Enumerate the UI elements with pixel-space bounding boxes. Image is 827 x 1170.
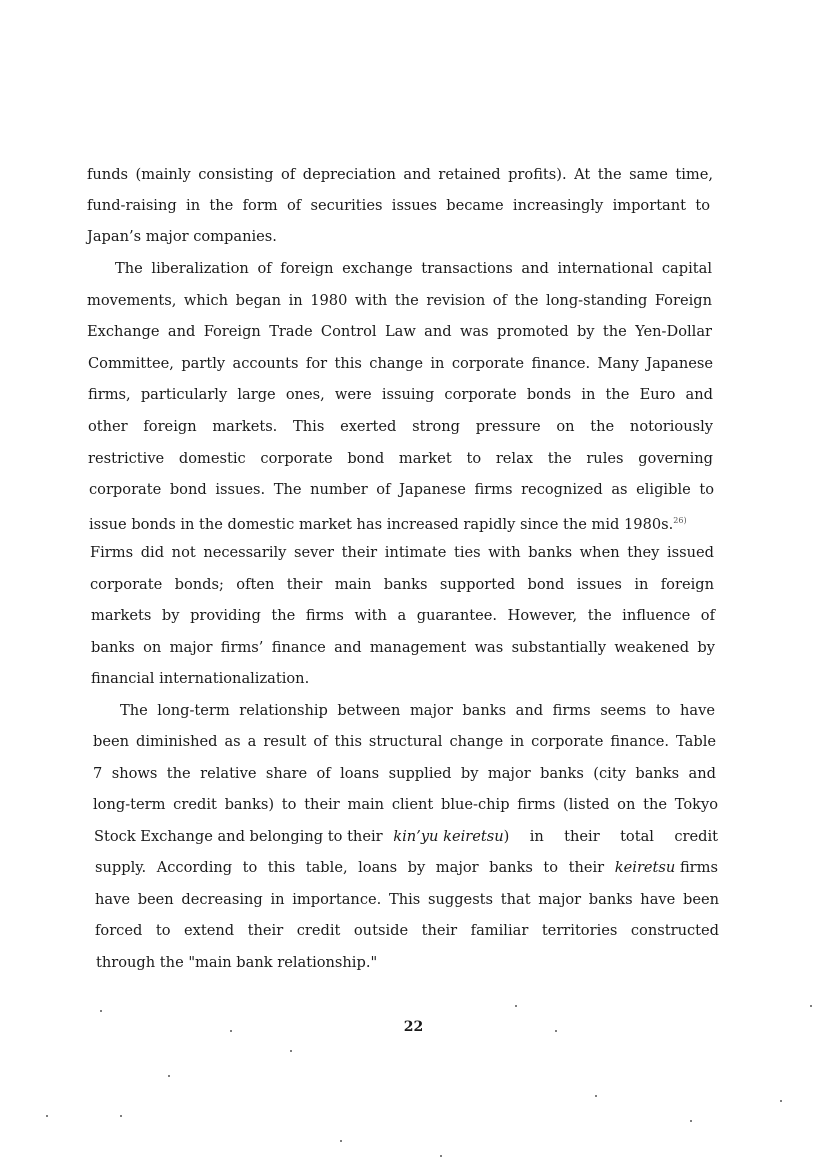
scan-speck (46, 1115, 48, 1117)
text-line: through the "main bank relationship." (96, 954, 378, 971)
text-line: corporate bond issues. The number of Japanese firms recognized as eligible to (89, 481, 714, 498)
scan-speck (690, 1120, 692, 1122)
text-line: been diminished as a result of this structural change in corporate finance. Table (93, 733, 716, 750)
italic-term: kin’yu keiretsu (393, 828, 504, 845)
text-line: Exchange and Foreign Trade Control Law and was promoted by the Yen-Dollar (87, 323, 712, 340)
scan-speck (230, 1030, 232, 1032)
text-line: long-term credit banks) to their main client blue-chip firms (listed on the Tokyo (93, 796, 718, 813)
text-line: financial internationalization. (91, 670, 310, 687)
scan-speck (780, 1100, 782, 1102)
text-line: forced to extend their credit outside their familiar territories constructed (95, 922, 719, 939)
text-line: firms, particularly large ones, were issuing corporate bonds in the Euro and (88, 386, 713, 403)
scan-speck (440, 1155, 442, 1157)
text-segment: issue bonds in the domestic market has increased rapidly since the mid 1980s. (89, 515, 674, 533)
text-line: The long-term relationship between major banks and firms seems to have (120, 702, 715, 719)
text-line: other foreign markets. This exerted strong pressure on the notoriously (88, 418, 713, 435)
text-line: movements, which began in 1980 with the revision of the long-standing Foreign (87, 292, 712, 309)
page-number: 22 (403, 1019, 424, 1035)
scan-speck (120, 1115, 122, 1117)
scan-speck (595, 1095, 597, 1097)
text-line (95, 859, 718, 877)
text-line: fund-raising in the form of securities issues became increasingly important to (87, 197, 710, 214)
scan-speck (290, 1050, 292, 1052)
text-line (94, 828, 718, 846)
footnote-reference: 26) (673, 516, 687, 525)
text-segment: supply. According to this table, loans by major banks to their (95, 859, 611, 876)
scan-speck (515, 1005, 517, 1007)
text-line: funds (mainly consisting of depreciation and retained profits). At the same time, (87, 166, 713, 183)
text-line: The liberalization of foreign exchange transactions and international capital (115, 260, 712, 277)
text-line: corporate bonds; often their main banks supported bond issues in foreign (90, 576, 714, 593)
text-line: restrictive domestic corporate bond market to relax the rules governing (88, 450, 713, 467)
text-segment: Stock Exchange and belonging to their (94, 828, 388, 845)
scan-speck (340, 1140, 342, 1142)
text-line: Japan’s major companies. (87, 228, 277, 245)
text-line: markets by providing the firms with a guarantee. However, the influence of (91, 607, 715, 624)
scan-speck (555, 1030, 557, 1032)
text-line (89, 512, 719, 534)
text-segment: firms (675, 859, 718, 876)
italic-term: keiretsu (614, 859, 676, 876)
text-line: have been decreasing in importance. This suggests that major banks have been (95, 891, 719, 908)
scan-speck (810, 1005, 812, 1007)
scan-speck (100, 1010, 102, 1012)
text-segment: ) in their total credit (503, 828, 718, 845)
scan-speck (168, 1075, 170, 1077)
text-line: Firms did not necessarily sever their intimate ties with banks when they issued (90, 544, 714, 561)
text-line: 7 shows the relative share of loans supplied by major banks (city banks and (93, 765, 716, 782)
text-line: banks on major firms’ finance and management was substantially weakened by (91, 639, 715, 656)
text-line: Committee, partly accounts for this change in corporate finance. Many Japanese (88, 355, 713, 372)
